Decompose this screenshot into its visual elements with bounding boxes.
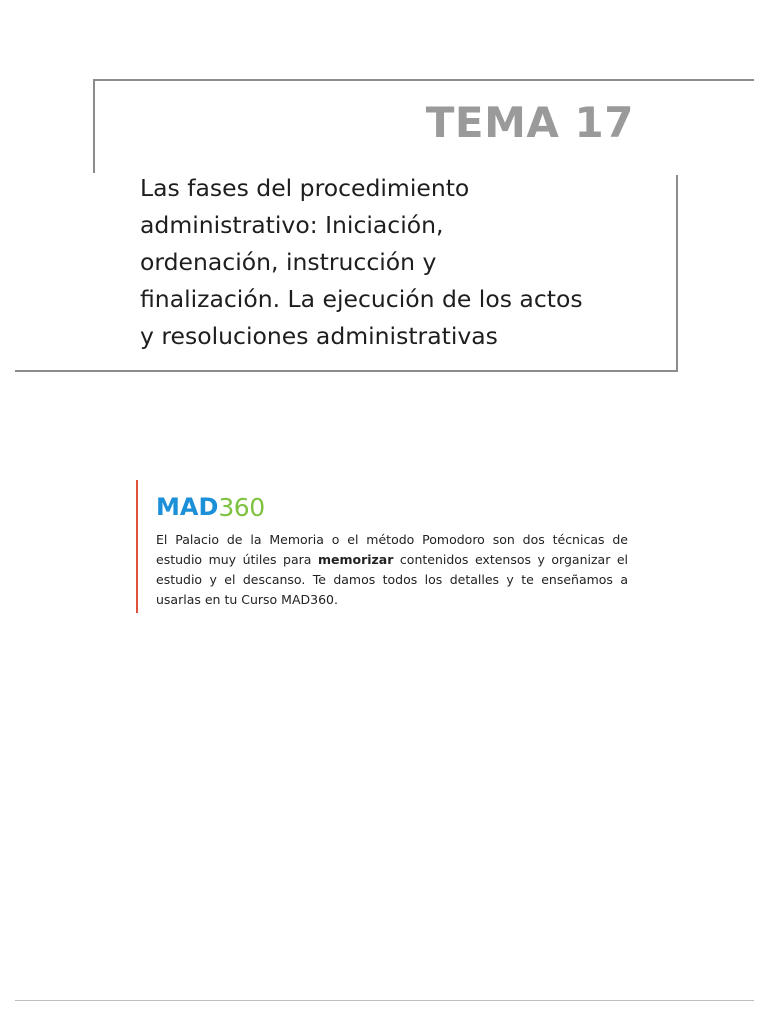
promo-text-segment: El Palacio de la Memoria o el método Pomodoro son dos técnicas de	[156, 532, 628, 547]
promo-text-segment: estudio muy útiles para	[156, 552, 318, 567]
promo-text-segment: usarlas en tu Curso MAD360.	[156, 592, 338, 607]
promo-line	[156, 550, 628, 570]
header-frame-bottom-line	[15, 370, 678, 372]
title-line: Las fases del procedimiento	[140, 174, 470, 202]
header-frame-right-line	[676, 175, 678, 372]
footer-divider	[15, 1000, 754, 1001]
promo-bold-keyword: memorizar	[317, 552, 394, 567]
promo-line	[156, 530, 628, 550]
promo-line	[156, 570, 628, 590]
title-line: administrativo: Iniciación,	[140, 211, 444, 239]
tema-number-label: TEMA 17	[425, 98, 634, 147]
header-frame-top-line	[93, 79, 754, 81]
title-line: y resoluciones administrativas	[140, 322, 498, 350]
promo-paragraph	[156, 530, 628, 610]
promo-text-segment: estudio y el descanso. Te damos todos los detalles y te enseñamos a	[156, 572, 628, 587]
mad360-logo	[156, 491, 265, 523]
header-frame-left-line	[93, 79, 95, 173]
page-title	[140, 170, 660, 355]
logo-mark: MAD	[156, 493, 219, 521]
promo-line	[156, 590, 628, 610]
promo-text-segment: contenidos extensos y organizar el	[393, 552, 628, 567]
logo-number: 360	[218, 492, 265, 522]
title-line: ordenación, instrucción y	[140, 248, 437, 276]
promo-accent-bar	[136, 480, 138, 613]
title-line: finalización. La ejecución de los actos	[140, 285, 583, 313]
